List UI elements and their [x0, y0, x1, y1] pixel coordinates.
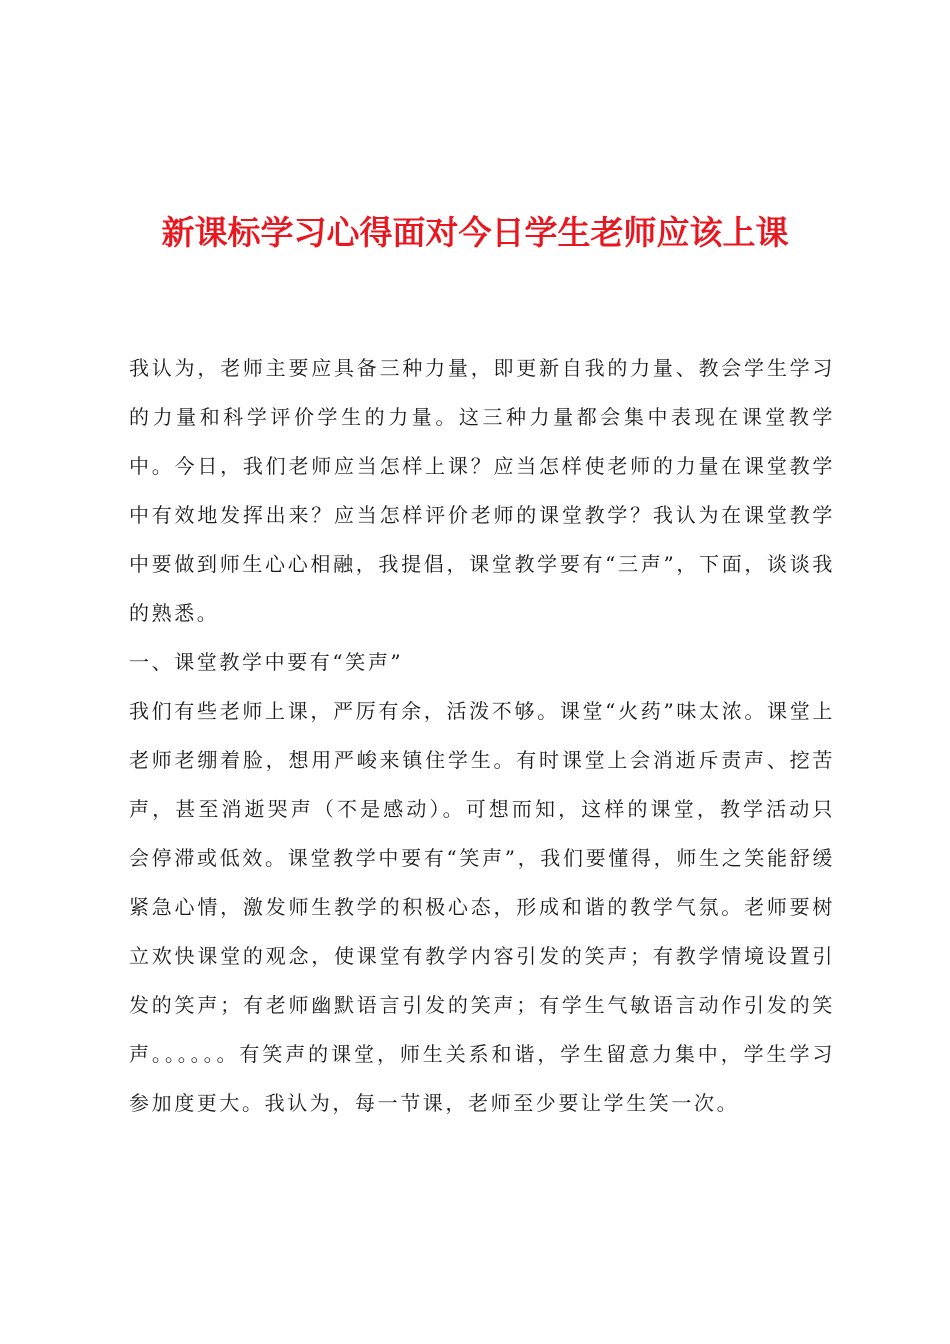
- document-title: 新课标学习心得面对今日学生老师应该上课: [161, 213, 789, 252]
- paragraph-intro: 我认为，老师主要应具备三种力量，即更新自我的力量、教会学生学习的力量和科学评价学生的力量。这三种力量都会集中表现在课堂教学中。今日，我们老师应当怎样上课？应当怎样使老师的力量在课堂教学中有效地发挥出来？应当怎样评价老师的课堂教学？我认为在课堂教学中要做到师生心心相融，我提倡，课堂教学要有“三声”，下面，谈谈我的熟悉。: [129, 356, 835, 625]
- document-body: [129, 344, 835, 1128]
- paragraph-laughter: 我们有些老师上课，严厉有余，活泼不够。课堂“火药”味太浓。课堂上老师老绷着脸，想用严峻来镇住学生。有时课堂上会消逝斥责声、挖苦声，甚至消逝哭声（不是感动）。可想而知，这样的课堂，教学活动只会停滞或低效。课堂教学中要有“笑声”，我们要懂得，师生之笑能舒缓紧急心情，激发师生教学的积极心态，形成和谐的教学气氛。老师要树立欢快课堂的观念，使课堂有教学内容引发的笑声；有教学情境设置引发的笑声；有老师幽默语言引发的笑声；有学生气敏语言动作引发的笑声。。。。。。有笑声的课堂，师生关系和谐，学生留意力集中，学生学习参加度更大。我认为，每一节课，老师至少要让学生笑一次。: [129, 699, 835, 1115]
- section-heading-laughter: 一、课堂教学中要有“笑声”: [129, 650, 404, 674]
